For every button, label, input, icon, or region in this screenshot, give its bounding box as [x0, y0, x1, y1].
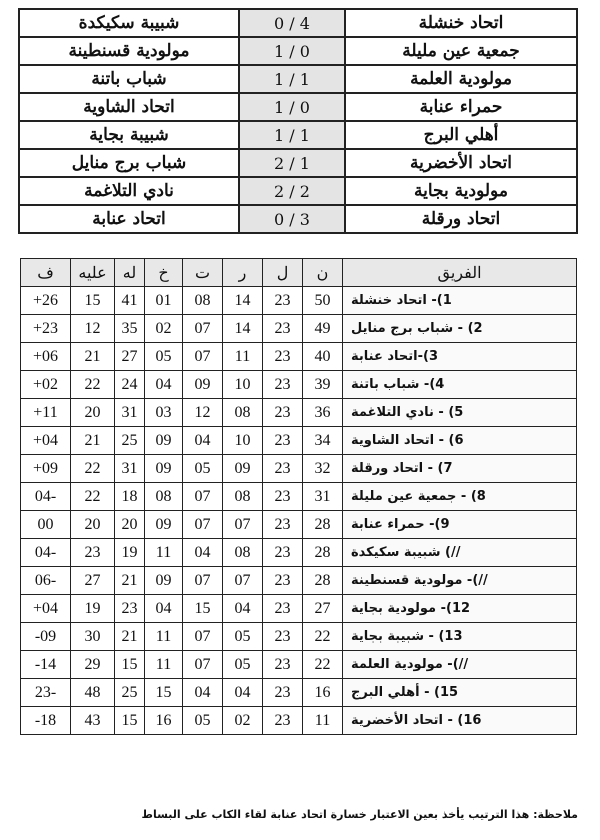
standings-row — [21, 399, 577, 427]
goals-for-cell: 23 — [115, 595, 145, 623]
standings-body — [21, 287, 577, 735]
away-team: نادي التلاغمة — [19, 177, 239, 205]
away-team: مولودية قسنطينة — [19, 37, 239, 65]
drawn-cell: 05 — [183, 707, 223, 735]
match-score: 1 / 0 — [239, 93, 345, 121]
home-team: أهلي البرج — [345, 121, 577, 149]
goals-against-cell: 43 — [71, 707, 115, 735]
goals-for-cell: 15 — [115, 707, 145, 735]
drawn-cell: 04 — [183, 427, 223, 455]
match-score: 1 / 1 — [239, 121, 345, 149]
goals-for-cell: 21 — [115, 623, 145, 651]
goals-against-cell: 20 — [71, 399, 115, 427]
home-team: اتحاد خنشلة — [345, 9, 577, 37]
drawn-cell: 07 — [183, 567, 223, 595]
standings-row — [21, 539, 577, 567]
match-row — [19, 65, 577, 93]
points-cell: 28 — [303, 567, 343, 595]
goals-for-cell: 15 — [115, 651, 145, 679]
match-row — [19, 205, 577, 233]
standings-table — [20, 258, 577, 735]
goal-diff-cell: +04 — [21, 427, 71, 455]
won-cell: 04 — [223, 679, 263, 707]
standings-header-row — [21, 259, 577, 287]
lost-cell: 04 — [145, 371, 183, 399]
played-cell: 23 — [263, 679, 303, 707]
lost-cell: 15 — [145, 679, 183, 707]
team-name-cell: 13) - شبيبة بجاية — [343, 623, 577, 651]
lost-cell: 09 — [145, 511, 183, 539]
points-cell: 34 — [303, 427, 343, 455]
standings-row — [21, 315, 577, 343]
goal-diff-cell: -18 — [21, 707, 71, 735]
header-lost: خ — [145, 259, 183, 287]
lost-cell: 08 — [145, 483, 183, 511]
team-name-cell: 12)- مولودية بجاية — [343, 595, 577, 623]
standings-row — [21, 483, 577, 511]
goals-against-cell: 22 — [71, 371, 115, 399]
lost-cell: 04 — [145, 595, 183, 623]
won-cell: 08 — [223, 483, 263, 511]
match-row — [19, 37, 577, 65]
header-goals-for: له — [115, 259, 145, 287]
goal-diff-cell: -14 — [21, 651, 71, 679]
played-cell: 23 — [263, 287, 303, 315]
points-cell: 28 — [303, 511, 343, 539]
won-cell: 08 — [223, 399, 263, 427]
played-cell: 23 — [263, 455, 303, 483]
won-cell: 14 — [223, 287, 263, 315]
goal-diff-cell: 04- — [21, 539, 71, 567]
goal-diff-cell: -09 — [21, 623, 71, 651]
played-cell: 23 — [263, 427, 303, 455]
points-cell: 31 — [303, 483, 343, 511]
goal-diff-cell: +26 — [21, 287, 71, 315]
drawn-cell: 07 — [183, 511, 223, 539]
goals-for-cell: 19 — [115, 539, 145, 567]
goals-against-cell: 22 — [71, 455, 115, 483]
played-cell: 23 — [263, 707, 303, 735]
footnote: ملاحظة: هذا الترتيب يأخذ بعين الاعتبار خسارة اتحاد عنابة لقاء الكاب على البساط — [141, 808, 578, 821]
points-cell: 50 — [303, 287, 343, 315]
team-name-cell: 3)-اتحاد عنابة — [343, 343, 577, 371]
played-cell: 23 — [263, 511, 303, 539]
standings-row — [21, 623, 577, 651]
goal-diff-cell: 00 — [21, 511, 71, 539]
goal-diff-cell: 23- — [21, 679, 71, 707]
goals-against-cell: 27 — [71, 567, 115, 595]
lost-cell: 05 — [145, 343, 183, 371]
goals-for-cell: 35 — [115, 315, 145, 343]
played-cell: 23 — [263, 651, 303, 679]
header-drawn: ت — [183, 259, 223, 287]
drawn-cell: 15 — [183, 595, 223, 623]
match-row — [19, 149, 577, 177]
played-cell: 23 — [263, 343, 303, 371]
header-team: الفريق — [343, 259, 577, 287]
played-cell: 23 — [263, 539, 303, 567]
away-team: شبيبة سكيكدة — [19, 9, 239, 37]
header-played: ل — [263, 259, 303, 287]
home-team: مولودية بجاية — [345, 177, 577, 205]
goals-for-cell: 31 — [115, 455, 145, 483]
lost-cell: 02 — [145, 315, 183, 343]
team-name-cell: 6) - اتحاد الشاوية — [343, 427, 577, 455]
points-cell: 36 — [303, 399, 343, 427]
standings-row — [21, 651, 577, 679]
goals-for-cell: 18 — [115, 483, 145, 511]
won-cell: 05 — [223, 623, 263, 651]
drawn-cell: 07 — [183, 623, 223, 651]
team-name-cell: 9)- حمراء عنابة — [343, 511, 577, 539]
goal-diff-cell: +23 — [21, 315, 71, 343]
lost-cell: 03 — [145, 399, 183, 427]
match-row — [19, 121, 577, 149]
won-cell: 02 — [223, 707, 263, 735]
points-cell: 22 — [303, 651, 343, 679]
match-score: 0 / 4 — [239, 9, 345, 37]
header-won: ر — [223, 259, 263, 287]
team-name-cell: 5) - نادي التلاغمة — [343, 399, 577, 427]
away-team: شباب باتنة — [19, 65, 239, 93]
won-cell: 05 — [223, 651, 263, 679]
away-team: شباب برج منايل — [19, 149, 239, 177]
standings-row — [21, 511, 577, 539]
team-name-cell: //)- مولودية قسنطينة — [343, 567, 577, 595]
won-cell: 07 — [223, 511, 263, 539]
lost-cell: 09 — [145, 455, 183, 483]
points-cell: 28 — [303, 539, 343, 567]
points-cell: 40 — [303, 343, 343, 371]
played-cell: 23 — [263, 399, 303, 427]
played-cell: 23 — [263, 623, 303, 651]
team-name-cell: 1)- اتحاد خنشلة — [343, 287, 577, 315]
match-results-table — [18, 8, 578, 234]
won-cell: 10 — [223, 371, 263, 399]
team-name-cell: 8) - جمعية عين مليلة — [343, 483, 577, 511]
drawn-cell: 05 — [183, 455, 223, 483]
home-team: اتحاد ورقلة — [345, 205, 577, 233]
drawn-cell: 07 — [183, 483, 223, 511]
standings-row — [21, 567, 577, 595]
goals-for-cell: 41 — [115, 287, 145, 315]
goals-against-cell: 30 — [71, 623, 115, 651]
standings-row — [21, 371, 577, 399]
goals-against-cell: 15 — [71, 287, 115, 315]
goals-against-cell: 23 — [71, 539, 115, 567]
goals-against-cell: 21 — [71, 427, 115, 455]
drawn-cell: 07 — [183, 651, 223, 679]
home-team: مولودية العلمة — [345, 65, 577, 93]
goals-against-cell: 21 — [71, 343, 115, 371]
won-cell: 11 — [223, 343, 263, 371]
match-score: 2 / 1 — [239, 149, 345, 177]
goals-for-cell: 25 — [115, 427, 145, 455]
goal-diff-cell: 04- — [21, 483, 71, 511]
played-cell: 23 — [263, 371, 303, 399]
match-row — [19, 177, 577, 205]
lost-cell: 16 — [145, 707, 183, 735]
points-cell: 11 — [303, 707, 343, 735]
goal-diff-cell: +06 — [21, 343, 71, 371]
played-cell: 23 — [263, 567, 303, 595]
points-cell: 49 — [303, 315, 343, 343]
goal-diff-cell: +09 — [21, 455, 71, 483]
points-cell: 39 — [303, 371, 343, 399]
team-name-cell: 4)- شباب باتنة — [343, 371, 577, 399]
header-goals-against: عليه — [71, 259, 115, 287]
goals-against-cell: 20 — [71, 511, 115, 539]
won-cell: 04 — [223, 595, 263, 623]
played-cell: 23 — [263, 315, 303, 343]
match-row — [19, 9, 577, 37]
drawn-cell: 04 — [183, 539, 223, 567]
goals-for-cell: 25 — [115, 679, 145, 707]
team-name-cell: 7) - اتحاد ورقلة — [343, 455, 577, 483]
standings-row — [21, 427, 577, 455]
goals-for-cell: 24 — [115, 371, 145, 399]
won-cell: 10 — [223, 427, 263, 455]
lost-cell: 09 — [145, 567, 183, 595]
team-name-cell: 16) - اتحاد الأخضرية — [343, 707, 577, 735]
goals-against-cell: 22 — [71, 483, 115, 511]
lost-cell: 11 — [145, 623, 183, 651]
goals-for-cell: 20 — [115, 511, 145, 539]
goals-for-cell: 31 — [115, 399, 145, 427]
won-cell: 07 — [223, 567, 263, 595]
goals-against-cell: 12 — [71, 315, 115, 343]
home-team: حمراء عنابة — [345, 93, 577, 121]
goals-against-cell: 48 — [71, 679, 115, 707]
match-row — [19, 93, 577, 121]
goals-for-cell: 21 — [115, 567, 145, 595]
match-score: 1 / 0 — [239, 37, 345, 65]
lost-cell: 11 — [145, 539, 183, 567]
lost-cell: 11 — [145, 651, 183, 679]
standings-row — [21, 455, 577, 483]
away-team: شبيبة بجاية — [19, 121, 239, 149]
header-points: ن — [303, 259, 343, 287]
goal-diff-cell: +04 — [21, 595, 71, 623]
won-cell: 08 — [223, 539, 263, 567]
goal-diff-cell: +02 — [21, 371, 71, 399]
lost-cell: 01 — [145, 287, 183, 315]
team-name-cell: //)- مولودية العلمة — [343, 651, 577, 679]
points-cell: 32 — [303, 455, 343, 483]
goals-for-cell: 27 — [115, 343, 145, 371]
won-cell: 09 — [223, 455, 263, 483]
home-team: اتحاد الأخضرية — [345, 149, 577, 177]
team-name-cell: 2) - شباب برج منايل — [343, 315, 577, 343]
points-cell: 16 — [303, 679, 343, 707]
standings-row — [21, 343, 577, 371]
away-team: اتحاد الشاوية — [19, 93, 239, 121]
standings-row — [21, 595, 577, 623]
played-cell: 23 — [263, 483, 303, 511]
match-score: 0 / 3 — [239, 205, 345, 233]
match-score: 2 / 2 — [239, 177, 345, 205]
standings-row — [21, 679, 577, 707]
points-cell: 22 — [303, 623, 343, 651]
points-cell: 27 — [303, 595, 343, 623]
goals-against-cell: 19 — [71, 595, 115, 623]
goals-against-cell: 29 — [71, 651, 115, 679]
team-name-cell: //) شبيبة سكيكدة — [343, 539, 577, 567]
standings-row — [21, 287, 577, 315]
drawn-cell: 07 — [183, 315, 223, 343]
drawn-cell: 08 — [183, 287, 223, 315]
match-results-body — [19, 9, 577, 233]
goal-diff-cell: 06- — [21, 567, 71, 595]
header-goal-diff: ف — [21, 259, 71, 287]
match-score: 1 / 1 — [239, 65, 345, 93]
away-team: اتحاد عنابة — [19, 205, 239, 233]
lost-cell: 09 — [145, 427, 183, 455]
drawn-cell: 09 — [183, 371, 223, 399]
played-cell: 23 — [263, 595, 303, 623]
drawn-cell: 12 — [183, 399, 223, 427]
team-name-cell: 15) - أهلي البرج — [343, 679, 577, 707]
goal-diff-cell: +11 — [21, 399, 71, 427]
drawn-cell: 07 — [183, 343, 223, 371]
standings-row — [21, 707, 577, 735]
won-cell: 14 — [223, 315, 263, 343]
home-team: جمعية عين مليلة — [345, 37, 577, 65]
drawn-cell: 04 — [183, 679, 223, 707]
